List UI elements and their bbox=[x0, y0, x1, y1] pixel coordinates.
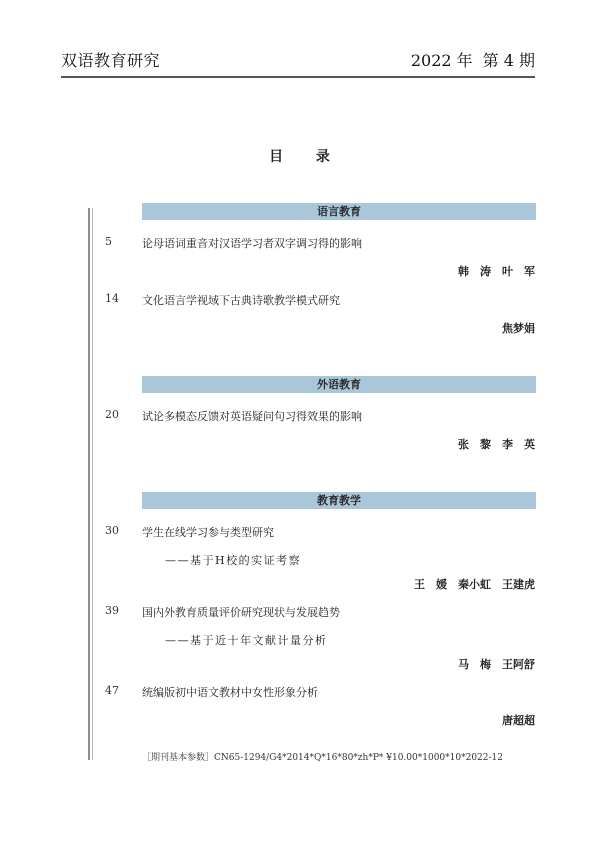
page-number: 20 bbox=[105, 408, 119, 421]
page-number: 5 bbox=[105, 235, 112, 248]
article-title[interactable]: 文化语言学视域下古典诗歌教学模式研究 bbox=[142, 294, 340, 307]
left-rule-outer bbox=[88, 208, 90, 760]
article-authors: 唐超超 bbox=[502, 714, 535, 727]
page-number: 14 bbox=[105, 292, 119, 305]
page-number: 39 bbox=[105, 604, 119, 617]
journal-parameters: ［期刊基本参数］CN65-1294/G4*2014*Q*16*80*zh*P* ¥10.00*1000*10*2022-12 bbox=[142, 753, 503, 763]
article-authors: 焦梦娟 bbox=[502, 322, 535, 335]
journal-title: 双语教育研究 bbox=[61, 51, 161, 70]
article-title[interactable]: 国内外教育质量评价研究现状与发展趋势 bbox=[142, 606, 340, 619]
article-authors: 张 黎 李 英 bbox=[458, 438, 535, 451]
article-subtitle: ——基于近十年文献计量分析 bbox=[165, 634, 328, 647]
article-title[interactable]: 试论多模态反馈对英语疑问句习得效果的影响 bbox=[142, 410, 362, 423]
page-number: 30 bbox=[105, 524, 119, 537]
issue-info bbox=[411, 48, 535, 71]
page-number: 47 bbox=[105, 684, 119, 697]
article-authors: 韩 涛 叶 军 bbox=[458, 265, 535, 278]
section-bar-education-teaching: 教育教学 bbox=[142, 492, 536, 509]
issue-year: 2022 年 bbox=[410, 51, 473, 70]
issue-number: 第 4 期 bbox=[482, 51, 535, 70]
article-authors: 马 梅 王阿舒 bbox=[458, 658, 535, 671]
article-subtitle: ——基于H校的实证考察 bbox=[165, 554, 302, 567]
article-title[interactable]: 学生在线学习参与类型研究 bbox=[142, 526, 274, 539]
section-bar-language: 语言教育 bbox=[142, 203, 536, 220]
article-title[interactable]: 统编版初中语文教材中女性形象分析 bbox=[142, 686, 318, 699]
article-title[interactable]: 论母语词重音对汉语学习者双字调习得的影响 bbox=[142, 237, 362, 250]
left-rule-inner bbox=[92, 208, 93, 760]
article-authors: 王 媛 秦小虹 王建虎 bbox=[414, 578, 535, 591]
toc-title: 目 录 bbox=[269, 149, 344, 165]
section-bar-foreign-language: 外语教育 bbox=[142, 376, 536, 393]
header-rule bbox=[61, 76, 535, 78]
